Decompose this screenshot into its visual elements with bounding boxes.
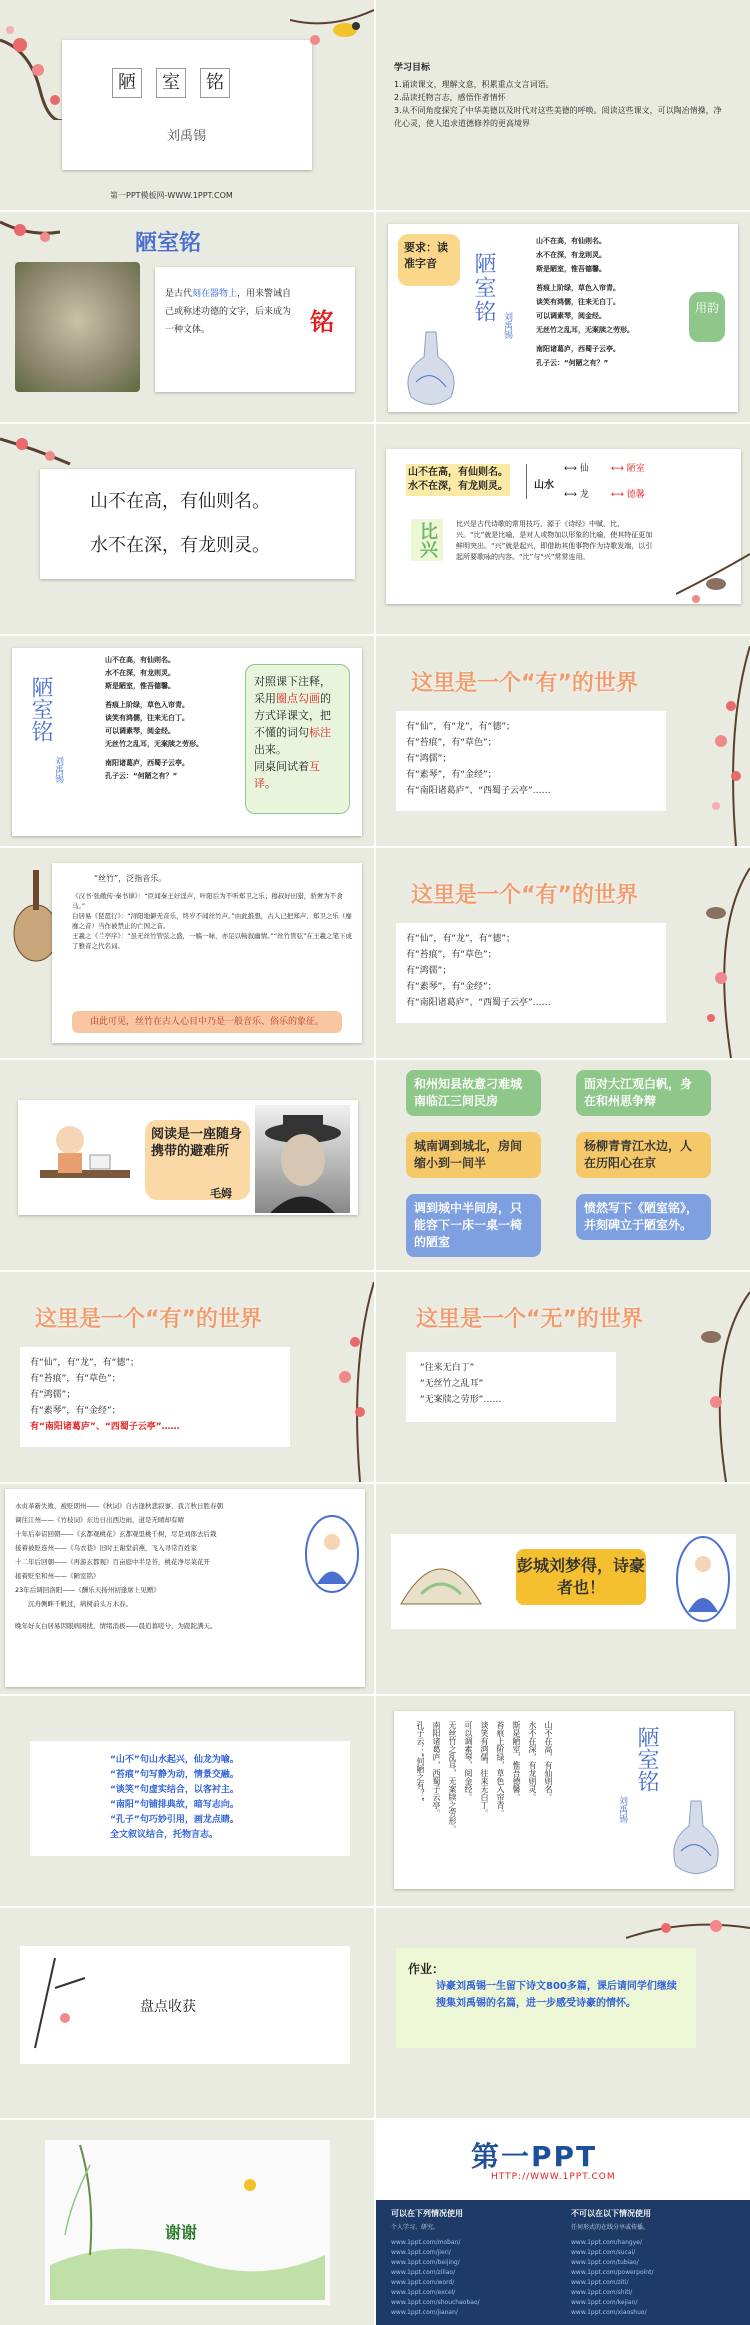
site-logo: 第一PPT	[471, 2140, 598, 2173]
homework-head: 作业：	[408, 1962, 445, 1976]
slide-13-you-world[interactable]	[0, 1272, 374, 1482]
poem-line: 谈笑有鸿儒，往来无白丁。	[105, 714, 189, 722]
list-line: “无案牍之劳形”……	[420, 1395, 502, 1405]
list-card	[396, 711, 666, 811]
bio-line: 调往江州——《竹枝词》东边日出西边雨，道是无晴却有晴	[15, 1516, 184, 1524]
slide-10-you-world[interactable]	[376, 848, 750, 1058]
poem-title: 陋室铭	[471, 252, 496, 324]
tip-highlight: 互译	[254, 760, 320, 790]
bird-on-branch-icon	[671, 858, 750, 1058]
poem-line: 南阳诸葛庐，西蜀子云亭。	[536, 345, 620, 353]
opening-line: 山不在高，有仙则名。	[90, 491, 270, 512]
poem-author: 刘禹锡	[53, 756, 63, 783]
site-link[interactable]: www.1ppt.com/sucai/	[571, 2249, 636, 2256]
quote-text: 阅读是一座随身携带的避难所	[145, 1120, 250, 1200]
poem-line: 孔子云：“何陋之有？”	[536, 359, 609, 367]
bio-line: 沉舟侧畔千帆过，病树前头万木春。	[15, 1600, 132, 1608]
de-label: 德馨	[626, 490, 645, 500]
site-link[interactable]: www.1ppt.com/jiaoan/	[391, 2309, 458, 2316]
thanks-text: 谢谢	[165, 2223, 198, 2242]
site-link[interactable]: www.1ppt.com/powerpoint/	[571, 2269, 654, 2276]
objectives-title: 学习目标	[394, 63, 431, 73]
pair-line: 山不在高，有仙则名。	[408, 467, 508, 478]
list-line: 有“素琴”，有“金经”；	[406, 982, 497, 992]
poem-line: 山不在高，有仙则名。	[536, 237, 606, 245]
maugham-portrait	[255, 1105, 350, 1213]
def-text: 是古代	[165, 289, 193, 299]
arrow-label: ⟷ 陋室	[611, 464, 645, 474]
poem-line: 苔痕上阶绿，草色入帘青。	[105, 701, 189, 709]
bio-line: 23年后调回洛阳——《酬乐天扬州初逢席上见赠》	[15, 1586, 160, 1594]
long-label: 龙	[579, 490, 589, 500]
poem-line: 可以调素琴，阅金经。	[536, 312, 606, 320]
poem-line: 孔子云：“何陋之有？”	[105, 772, 178, 780]
sizhu-head: “丝竹”，泛指音乐。	[94, 874, 167, 883]
site-link[interactable]: www.1ppt.com/kejian/	[571, 2299, 638, 2306]
poem-author: 刘禹锡	[502, 312, 512, 339]
story-box: 和州知县故意刁难城南临江三间民房	[406, 1070, 541, 1116]
summary-line: “苔痕”句写静为动，情景交融。	[110, 1770, 239, 1780]
poem-line: 南阳诸葛庐，西蜀子云亭。	[432, 1721, 441, 1817]
site-link[interactable]: www.1ppt.com/ziti/	[571, 2279, 629, 2286]
biography-card	[5, 1489, 365, 1687]
slide-14-wu-world[interactable]	[376, 1272, 750, 1482]
disallowed-text: 任何形式的在线分享或传播。	[571, 2224, 650, 2231]
list-line: 有“南阳诸葛庐”、“西蜀子云亭”……	[406, 998, 551, 1008]
poem-line: 孔子云：“何陋之有？”	[416, 1721, 425, 1802]
poem-line: 斯是陋室，惟吾德馨。	[536, 265, 606, 273]
site-link[interactable]: www.1ppt.com/word/	[391, 2279, 455, 2286]
list-line: 有“鸿儒”；	[30, 1390, 76, 1400]
poem-line: 山不在高，有仙则名。	[105, 656, 175, 664]
sizhu-paragraph: 《汉书·张敞传·秦书律》：“臣闻秦王好淫声，叶阳后为不听郑卫之乐；穆叔好田猎，骄奢为不食马。”	[72, 892, 343, 910]
bio-line: 十年后奉诏回朝——《玄都观桃花》玄都观里桃千树，尽是刘郎去后栽	[15, 1530, 217, 1538]
poem-line: 水不在深，有龙则灵。	[105, 669, 175, 677]
summary-line: “南阳”句铺排典故，暗写志向。	[110, 1800, 239, 1810]
bio-line: 接着被贬连州——《乌衣巷》旧时王谢堂前燕，飞入寻常百姓家	[15, 1544, 197, 1552]
plum-blossom-branch-icon	[626, 1908, 750, 1968]
poem-line: 山不在高，有仙则名。	[544, 1721, 553, 1801]
stone-stele-image	[15, 262, 140, 392]
slide-3-ming-definition[interactable]	[0, 212, 374, 422]
bracket	[526, 464, 527, 499]
tip-text: 出来。	[254, 743, 287, 756]
list-line: “往来无白丁”	[420, 1363, 475, 1373]
slide-title: 这里是一个“有”的世界	[411, 671, 638, 696]
homework-body: 诗豪刘禹锡一生留下诗文800多篇，课后请同学们继续搜集刘禹锡的名篇，进一步感受诗豪的情怀。	[436, 1981, 677, 2009]
poem-title: 陋室铭	[634, 1726, 659, 1792]
arrow-label: ⟷ 德馨	[611, 490, 645, 500]
list-line: 有“鸿儒”；	[406, 754, 452, 764]
poem-line: 水不在深，有龙则灵。	[528, 1721, 537, 1801]
poem-line: 可以调素琴，阅金经。	[105, 727, 175, 735]
poem-title: 陋室铭	[28, 676, 53, 742]
list-line: 有“苔痕”，有“草色”；	[406, 950, 497, 960]
bixing-note: 比兴是古代诗歌的常用技巧，源于《诗经》中赋、比、兴。“比”就是比喻，是对人或物加以形象的比喻，使其特征更加鲜明突出。“兴”就是起兴，即借助其他事物作为诗歌发端，以引起所要歌咏的内容。“比”与“兴”常常连用。	[456, 520, 653, 561]
site-link[interactable]: www.1ppt.com/excel/	[391, 2289, 456, 2296]
pair-line: 水不在深，有龙则灵。	[408, 481, 508, 492]
slide-footer: 第一PPT模板网-WWW.1PPT.COM	[110, 191, 233, 200]
sizhu-paragraph: 白居易《琵琶行》：“浔阳地僻无音乐，终岁不闻丝竹声。”由此推想，古人已把郑声、郑卫之乐（靡靡之音）当作被禁止的亡国之音。	[72, 912, 352, 930]
heading: 陋室铭	[135, 231, 202, 256]
tip-text: 。	[265, 777, 276, 790]
poem-line: 斯是陋室，惟吾德馨。	[512, 1721, 521, 1801]
summary-line: 全文叙议结合，托物言志。	[110, 1830, 219, 1840]
slide-2-objectives[interactable]	[376, 0, 750, 210]
tip-box	[245, 664, 350, 814]
site-link[interactable]: www.1ppt.com/xiaoshuo/	[571, 2309, 647, 2316]
slide-5-opening-lines[interactable]	[0, 424, 374, 634]
list-line: 有“仙”，有“龙”，有“德”；	[406, 722, 515, 732]
poem-line: 谈笑有鸿儒，往来无白丁。	[536, 298, 620, 306]
site-link[interactable]: www.1ppt.com/hangye/	[571, 2239, 642, 2246]
def-text: ，用来警诫自己或称述功德的文字，后来成为一种文体。	[165, 289, 292, 335]
slide-1-title[interactable]	[0, 0, 374, 210]
author-name: 刘禹锡	[167, 129, 207, 144]
arrow-label: ⟷ 龙	[564, 490, 589, 500]
poem-line: 无丝竹之乱耳，无案牍之劳形。	[105, 740, 203, 748]
slide-7-translate[interactable]	[0, 636, 374, 846]
site-link[interactable]: www.1ppt.com/ziliao/	[391, 2269, 456, 2276]
blossom-branch-icon	[300, 1282, 374, 1482]
list-line: 有“苔痕”，有“草色”；	[406, 738, 497, 748]
site-link[interactable]: www.1ppt.com/jieri/	[391, 2249, 451, 2256]
bird-on-branch-icon	[666, 1282, 750, 1482]
list-line: 有“素琴”，有“金经”；	[30, 1406, 121, 1416]
objective-item: 3.从不同角度探究了中华美德以及时代对这些美德的呼唤。阅读这些课文，可以陶冶情操，净化心灵，使人追求道德修养的更高境界	[394, 106, 722, 128]
poem-line: 水不在深，有龙则灵。	[536, 251, 606, 259]
bird-on-branch-icon	[676, 534, 750, 634]
requirement-badge: 要求：读准字音	[398, 234, 460, 286]
slide-title: 这里是一个“有”的世界	[35, 1307, 262, 1332]
tip-text: 对照课下注释，采用	[254, 675, 331, 705]
list-line: 有“南阳诸葛庐”、“西蜀子云亭”……	[30, 1422, 180, 1432]
site-link[interactable]: www.1ppt.com/beijing/	[391, 2259, 460, 2266]
slide-6-bixing[interactable]	[376, 424, 750, 634]
poem-line: 南阳诸葛庐，西蜀子云亭。	[105, 759, 189, 767]
poem-line: 无丝竹之乱耳，无案牍之劳形。	[536, 326, 634, 334]
boy-reading-icon	[30, 1115, 140, 1205]
tip-highlight: 圈点勾画	[276, 692, 320, 705]
slide-15-biography[interactable]	[0, 1484, 374, 1694]
list-line: “无丝竹之乱耳”	[420, 1379, 484, 1389]
blue-vase-icon	[396, 327, 466, 412]
slide-22-copyright[interactable]	[376, 2120, 750, 2325]
sizhu-card	[52, 863, 362, 1043]
slide-4-pronunciation[interactable]	[376, 212, 750, 422]
xian-label: 仙	[579, 464, 589, 474]
bio-line: 接着贬至和州——《陋室铭》	[15, 1572, 100, 1580]
summary-line: “孔子”句巧妙引用，画龙点睛。	[110, 1815, 239, 1825]
slide-8-you-world[interactable]	[376, 636, 750, 846]
allowed-heading: 可以在下列情况使用	[391, 2209, 463, 2218]
bio-line: 十二年后回朝——《再游玄都观》百亩庭中半是苔，桃花净尽菜花开	[15, 1558, 210, 1566]
slide-title: 这里是一个“无”的世界	[416, 1307, 643, 1332]
slide-12-story-boxes[interactable]	[376, 1060, 750, 1270]
title-card	[62, 40, 312, 170]
poem-line: 谈笑有鸿儒，往来无白丁。	[480, 1721, 489, 1817]
list-line: 有“仙”，有“龙”，有“德”；	[30, 1358, 139, 1368]
lou-label: 陋室	[626, 464, 645, 474]
tip-text: 的方式译课文，把不懂的词句	[254, 692, 331, 739]
poem-line: 苔痕上阶绿，草色入帘青。	[496, 1721, 505, 1817]
slide-18-vertical-poem[interactable]	[376, 1696, 750, 1906]
list-card	[406, 1352, 616, 1422]
bixing-label: 比兴	[411, 519, 443, 561]
allowed-text: 个人学习、研究。	[391, 2224, 440, 2231]
site-link[interactable]: www.1ppt.com/tubiao/	[571, 2259, 639, 2266]
site-link[interactable]: www.1ppt.com/shouchaobao/	[391, 2299, 480, 2306]
fan-painting-icon	[396, 1544, 486, 1614]
title-char: 铭	[200, 68, 230, 98]
slide-17-summary[interactable]	[0, 1696, 374, 1906]
opening-line: 水不在深，有龙则灵。	[90, 535, 270, 556]
tip-text: 同桌间试着	[254, 760, 309, 773]
title-char: 陋	[112, 68, 142, 98]
story-box: 调到城中半间房，只能容下一床一桌一椅的陋室	[406, 1194, 541, 1257]
list-line: 有“苔痕”，有“草色”；	[30, 1374, 121, 1384]
disallowed-heading: 不可以在以下情况使用	[571, 2209, 651, 2218]
summary-card	[30, 1741, 350, 1856]
quote-author: 毛姆	[210, 1187, 232, 1200]
list-line: 有“仙”，有“龙”，有“德”；	[406, 934, 515, 944]
story-box: 愤然写下《陋室铭》，并刻碑立于陋室外。	[576, 1194, 711, 1240]
blossom-branch-icon	[676, 646, 750, 846]
slide-20-homework[interactable]	[376, 1908, 750, 2118]
shan-shui-label: 山水	[534, 480, 554, 491]
ming-character: 铭	[310, 308, 334, 336]
site-url: HTTP://WWW.1PPT.COM	[491, 2172, 616, 2182]
definition-card	[155, 267, 355, 392]
poem-author: 刘禹锡	[617, 1796, 627, 1823]
bio-line: 永贞革新失败，被贬朗州——《秋词》自古逢秋悲寂寥，我言秋日胜春朝	[15, 1502, 223, 1510]
poem-line: 无丝竹之乱耳，无案牍之劳形。	[448, 1721, 457, 1833]
list-line: 有“南阳诸葛庐”、“西蜀子云亭”……	[406, 786, 551, 796]
story-box: 面对大江观白帆，身在和州思争辩	[576, 1070, 711, 1116]
poet-portrait-icon	[305, 1514, 360, 1594]
def-highlight: 刻在器物上	[192, 289, 238, 299]
arrow-label: ⟷ 仙	[564, 464, 589, 474]
blue-vase-icon	[666, 1796, 726, 1881]
slide-21-thanks[interactable]	[0, 2120, 374, 2325]
story-box: 杨柳青青江水边，人在历阳心在京	[576, 1132, 711, 1178]
poem-line: 斯是陋室，惟吾德馨。	[105, 682, 175, 690]
title-char: 室	[156, 68, 186, 98]
objective-item: 2.品读托物言志，感悟作者情怀	[394, 93, 506, 102]
list-card	[20, 1347, 290, 1447]
lines-card	[40, 469, 355, 579]
slide-19-reflection[interactable]	[0, 1908, 374, 2118]
slide-11-reading-quote[interactable]	[0, 1060, 374, 1270]
site-link[interactable]: www.1ppt.com/moban/	[391, 2239, 461, 2246]
summary-line: “山不”句山水起兴，仙龙为喻。	[110, 1755, 239, 1765]
ink-bamboo-icon	[25, 1948, 105, 2058]
poem-line: 苔痕上阶绿，草色入帘青。	[536, 284, 620, 292]
slide-16-poet-hero[interactable]	[376, 1484, 750, 1694]
conclusion-banner: 由此可见，丝竹在古人心目中乃是一般音乐、俗乐的象征。	[72, 1011, 342, 1033]
story-box: 城南调到城北，房间缩小到一间半	[406, 1132, 541, 1178]
summary-line: “谈笑”句虚实结合，以客衬主。	[110, 1785, 239, 1795]
sizhu-paragraph: 王羲之《兰亭序》：“虽无丝竹管弦之盛，一觞一咏，亦足以畅叙幽情。”“丝竹管弦”在王羲之笔下成了雅音之代名词。	[72, 932, 352, 950]
objective-item: 1.诵读课文，理解文意，积累重点文言词语。	[394, 80, 554, 89]
slide-9-sizhu[interactable]	[0, 848, 374, 1058]
site-link[interactable]: www.1ppt.com/shiti/	[571, 2289, 633, 2296]
poet-portrait-icon	[676, 1534, 731, 1624]
bird-on-branch-icon	[290, 0, 374, 80]
tip-highlight: 标注	[309, 726, 331, 739]
bio-line: 晚年好友白居易因眼病困扰，情绪消极——晨追暮嗟兮，为蹉跎满天。	[15, 1622, 217, 1630]
poem-line: 可以调素琴，阅金经。	[464, 1721, 473, 1801]
list-line: 有“鸿儒”；	[406, 966, 452, 976]
slogan-banner: 彭城刘梦得，诗豪者也！	[516, 1549, 646, 1605]
slide-title: 这里是一个“有”的世界	[411, 883, 638, 908]
reflection-label: 盘点收获	[140, 1999, 196, 2015]
list-line: 有“素琴”，有“金经”；	[406, 770, 497, 780]
rhyme-badge: 用韵	[689, 292, 725, 342]
list-card	[396, 923, 666, 1023]
